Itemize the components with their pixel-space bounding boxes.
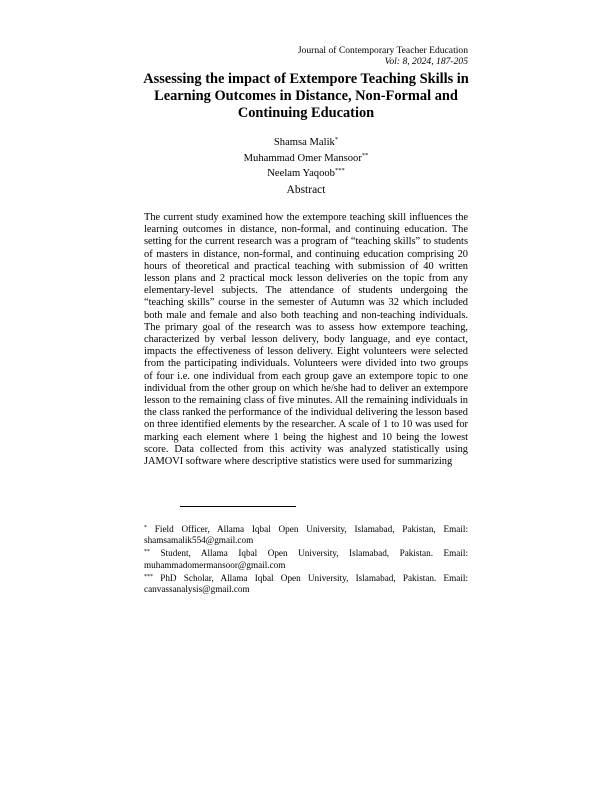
abstract-text: The current study examined how the extempore teaching skill influences the learning outcomes in distance, non-formal, and continuing education. The setting for the current research was a program of “teaching skills” to students of masters in distance, non-formal, and continuing education comprising 20 hours of theoretical and practical teaching with submission of 40 written lesson plans and 2 practical mock lesson deliveries on the topic from any elementary-level subjects. The attendance of students undergoing the “teaching skills” course in the semester of Autumn was 32 which included both male and female and also both teaching and non-teaching individuals. The primary goal of the research was to assess how extempore teaching, characterized by verbal lesson delivery, body language, and eye contact, impacts the effectiveness of lesson delivery. Eight volunteers were selected from the participating individuals. Volunteers were divided into two groups of four i.e. one individual from each group gave an extempore topic to one individual from the other group on which he/she had to deliver an extempore lesson to the remaining class of five minutes. All the remaining individuals in the class ranked the performance of the individual delivering the lesson based on three identified elements by the researcher. A scale of 1 to 10 was used for marking each element where 1 being the highest and 10 being the lowest score. Data collected from this activity was analyzed statistically using JAMOVI software where descriptive statistics were used for summarizing: [144, 212, 468, 468]
author-mark: *: [334, 136, 339, 143]
footnote-text: Field Officer, Allama Iqbal Open University, Islamabad, Pakistan, Email: shamsamalik554@gmail.com: [144, 524, 469, 546]
author-list: [144, 134, 468, 181]
footnote: [144, 572, 468, 596]
author-mark: ***: [334, 167, 345, 174]
author: [144, 165, 468, 181]
author-name: Muhammad Omer Mansoor: [243, 152, 362, 164]
footnote-text: Student, Allama Iqbal Open University, Islamabad, Pakistan. Email: muhammadomermansoor@gmail.com: [144, 548, 468, 570]
footnote-mark: **: [144, 549, 150, 556]
footnote-divider: [180, 506, 296, 507]
paper-title: Assessing the impact of Extempore Teaching Skills in Learning Outcomes in Distance, Non-Formal and Continuing Education: [143, 71, 469, 121]
footnotes: [144, 523, 468, 596]
journal-name: Journal of Contemporary Teacher Education: [297, 45, 468, 56]
footnote: [144, 523, 468, 547]
footnote-mark: *: [144, 525, 147, 531]
volume-info: Vol: 8, 2024, 187-205: [384, 56, 468, 67]
author: [144, 150, 468, 166]
running-head: [298, 45, 468, 67]
author-name: Neelam Yaqoob: [267, 168, 335, 179]
footnote-text: PhD Scholar, Allama Iqbal Open University, Islamabad, Pakistan. Email: canvassanalysis@gmail.com: [144, 572, 469, 595]
author-mark: **: [361, 151, 369, 159]
footnote: [144, 547, 468, 571]
author-name: Shamsa Malik: [273, 137, 335, 148]
author: [144, 134, 468, 150]
footnote-mark: ***: [144, 573, 153, 580]
abstract-heading: Abstract: [286, 184, 326, 196]
